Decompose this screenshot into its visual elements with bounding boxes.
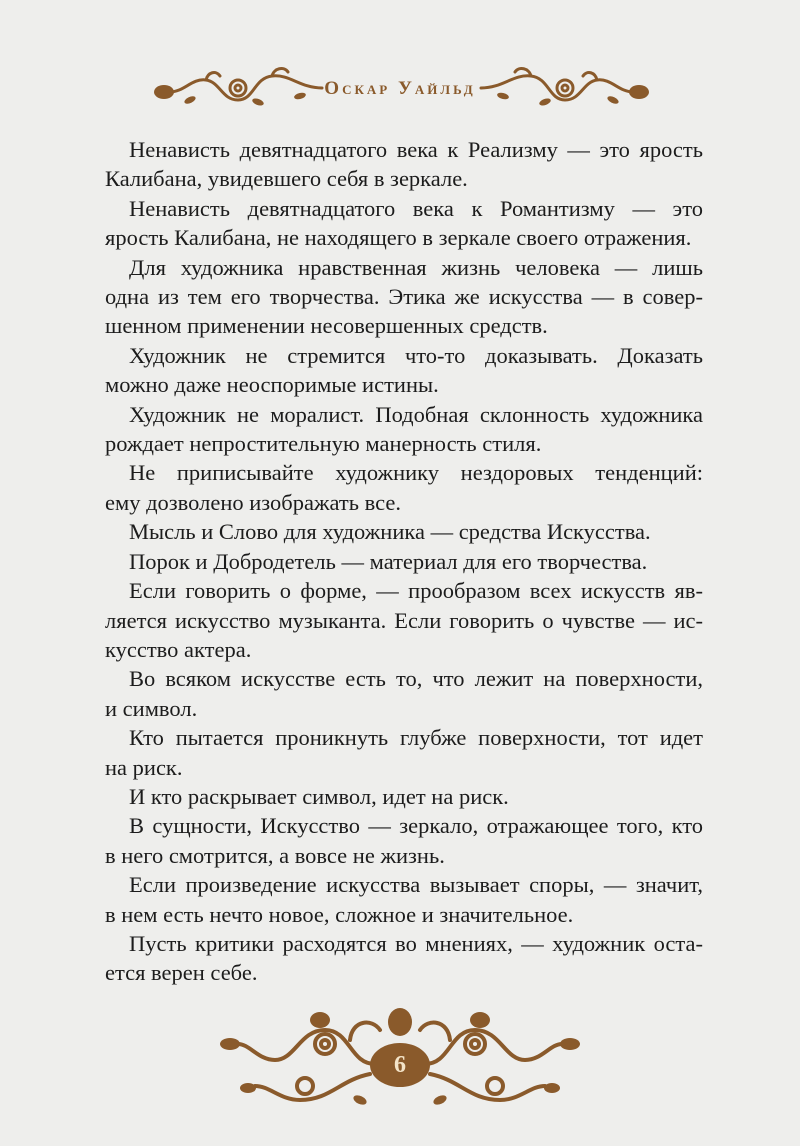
running-head-author: Оскар Уайльд	[324, 78, 476, 99]
page-number: 6	[394, 1052, 406, 1078]
text-line: Калибана, увидевшего себя в зеркале.	[105, 166, 468, 192]
text-line: В сущности, Искусство — зеркало, отражающее того, кто	[129, 813, 703, 839]
paragraph	[105, 576, 703, 664]
text-line: Порок и Добродетель — материал для его творчества.	[129, 548, 648, 574]
text-line: Художник не стремится что-то доказывать. Доказать	[129, 342, 703, 368]
text-line: одна из тем его творчества. Этика же искусства — в совер-	[105, 284, 703, 310]
text-line: ется верен себе.	[105, 960, 258, 986]
text-line: Кто пытается проникнуть глубже поверхности, тот идет	[129, 725, 703, 751]
paragraph	[105, 929, 703, 988]
text-line: шенном применении несовершенных средств.	[105, 313, 548, 339]
text-line: на риск.	[105, 754, 183, 780]
text-line: рождает непростительную манерность стиля.	[105, 431, 542, 457]
text-line: можно даже неоспоримые истины.	[105, 372, 439, 398]
body-text	[105, 135, 703, 988]
paragraph	[105, 811, 703, 870]
text-line: Не приписывайте художнику нездоровых тенденций:	[129, 460, 703, 486]
text-line: и символ.	[105, 695, 198, 721]
text-line: в нем есть нечто новое, сложное и значительное.	[105, 901, 574, 927]
paragraph	[105, 723, 703, 782]
right-flourish-ornament	[478, 66, 653, 112]
text-line: ляется искусство музыканта. Если говорить о чувстве — ис-	[105, 607, 703, 633]
page-header	[0, 66, 800, 112]
paragraph	[105, 664, 703, 723]
text-line: ему дозволено изображать все.	[105, 489, 402, 515]
paragraph	[105, 870, 703, 929]
text-line: Если говорить о форме, — прообразом всех искусств яв-	[129, 578, 703, 604]
paragraph	[105, 341, 703, 400]
paragraph	[105, 135, 703, 194]
text-line: Если произведение искусства вызывает споры, — значит,	[129, 872, 703, 898]
text-line: Во всяком искусстве есть то, что лежит на поверхности,	[129, 666, 703, 692]
paragraph	[105, 517, 703, 546]
page-footer	[0, 1000, 800, 1130]
text-line: Для художника нравственная жизнь человека — лишь	[129, 254, 703, 280]
text-line: Художник не моралист. Подобная склонность художника	[129, 401, 703, 427]
text-line: ярость Калибана, не находящего в зеркале своего отражения.	[105, 225, 692, 251]
text-line: Мысль и Слово для художника — средства Искусства.	[129, 519, 651, 545]
text-line: И кто раскрывает символ, идет на риск.	[129, 783, 509, 809]
text-line: в него смотрится, а вовсе не жизнь.	[105, 842, 445, 868]
text-line: Пусть критики расходятся во мнениях, — художник оста-	[129, 930, 703, 956]
paragraph	[105, 253, 703, 341]
paragraph	[105, 782, 703, 811]
text-line: кусство актера.	[105, 636, 252, 662]
paragraph	[105, 194, 703, 253]
paragraph	[105, 400, 703, 459]
text-line: Ненависть девятнадцатого века к Реализму — это ярость	[129, 137, 703, 162]
paragraph	[105, 458, 703, 517]
paragraph	[105, 547, 703, 576]
text-line: Ненависть девятнадцатого века к Романтизму — это	[129, 195, 703, 221]
